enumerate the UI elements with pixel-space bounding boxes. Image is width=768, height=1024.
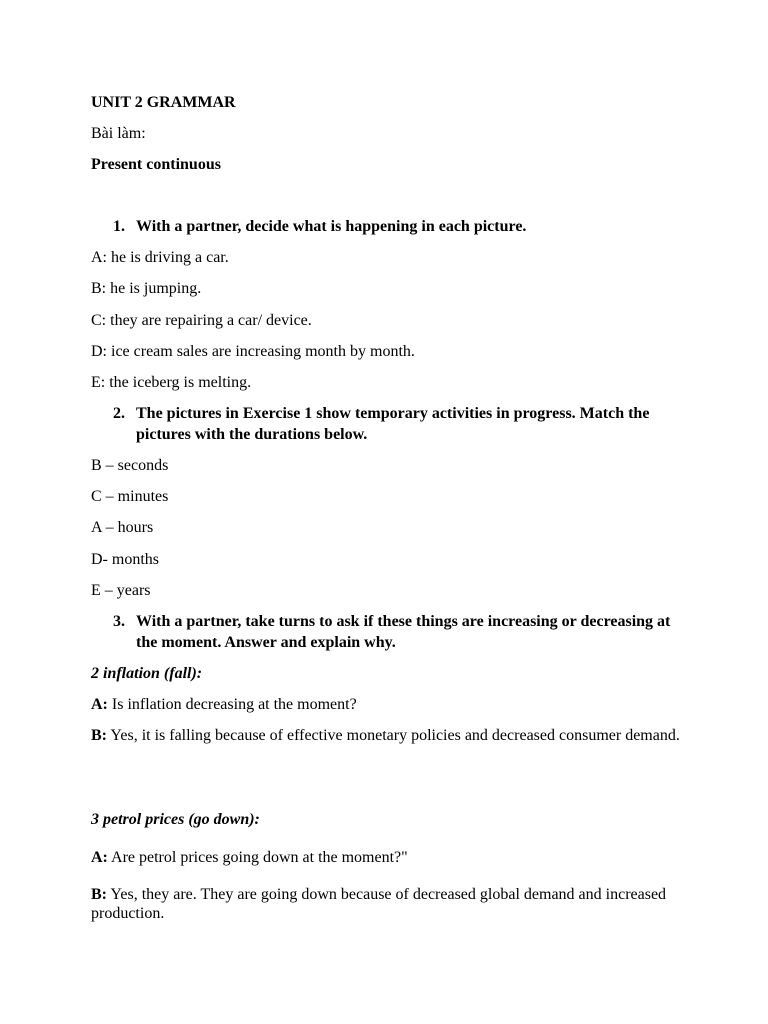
answer-line: B – seconds [91,457,169,474]
speaker-label: B: [91,727,107,744]
speaker-label: A: [91,849,108,866]
dialogue-text: Yes, they are. They are going down because of decreased global demand and increased production. [91,886,667,922]
item-heading: 3 petrol prices (go down): [91,811,260,828]
dialogue-text: Are petrol prices going down at the moment?" [107,849,408,866]
answer-line: D- months [91,551,159,568]
exercise-1-prompt: With a partner, decide what is happening in each picture. [136,218,527,235]
item-heading: 2 inflation (fall): [91,665,203,682]
answer-line: C: they are repairing a car/ device. [91,312,312,329]
exercise-2-prompt: The pictures in Exercise 1 show temporary activities in progress. Match the pictures with the durations below. [136,405,650,443]
answer-line: C – minutes [91,488,169,505]
dialogue-a [91,847,681,868]
answer-line: E: the iceberg is melting. [91,374,252,391]
dialogue-text: Yes, it is falling because of effective monetary policies and decreased consumer demand. [107,727,680,744]
exercise-3-prompt: With a partner, take turns to ask if these things are increasing or decreasing at the moment. Answer and explain why. [136,613,671,651]
answer-line: D: ice cream sales are increasing month by month. [91,343,415,360]
dialogue-b [91,885,681,923]
exercise-1-number: 1. [113,218,125,235]
unit-title: UNIT 2 GRAMMAR [91,94,236,111]
subtitle: Bài làm: [91,125,146,142]
answer-line: A: he is driving a car. [91,249,229,266]
dialogue-text: Is inflation decreasing at the moment? [107,696,357,713]
speaker-label: A: [91,696,108,713]
exercise-2-number: 2. [113,405,125,422]
answer-line: B: he is jumping. [91,280,202,297]
dialogue-a [91,694,681,715]
dialogue-b [91,725,681,746]
speaker-label: B: [91,886,107,903]
answer-line: E – years [91,582,151,599]
answer-line: A – hours [91,519,154,536]
topic-heading: Present continuous [91,156,221,173]
exercise-3-number: 3. [113,613,125,630]
